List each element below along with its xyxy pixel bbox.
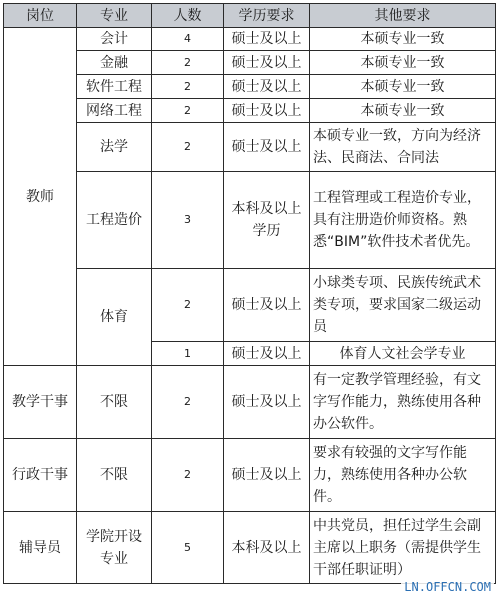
- recruitment-table: [3, 3, 496, 584]
- table-row: [4, 439, 496, 512]
- table-row: [4, 172, 496, 269]
- other-cell: 本硕专业一致: [310, 28, 496, 51]
- major-cell: 不限: [77, 439, 152, 512]
- other-cell: 有一定教学管理经验，有文字写作能力，熟练使用各种办公软件。: [310, 366, 496, 439]
- count-cell: 1: [152, 342, 224, 366]
- other-cell: 体育人文社会学专业: [310, 342, 496, 366]
- degree-cell: 硕士及以上: [224, 366, 310, 439]
- table-row: [4, 512, 496, 584]
- count-cell: 5: [152, 512, 224, 584]
- header-degree: 学历要求: [224, 4, 310, 28]
- degree-cell: 硕士及以上: [224, 99, 310, 123]
- other-cell: 小球类专项、民族传统武术类专项，要求国家二级运动员: [310, 269, 496, 342]
- major-cell: 网络工程: [77, 99, 152, 123]
- recruitment-table-wrapper: [3, 3, 496, 584]
- other-cell: 本硕专业一致: [310, 75, 496, 99]
- other-cell: 本硕专业一致: [310, 99, 496, 123]
- major-cell: 会计: [77, 28, 152, 51]
- count-cell: 2: [152, 366, 224, 439]
- degree-cell: 硕士及以上: [224, 51, 310, 75]
- degree-cell: 硕士及以上: [224, 269, 310, 342]
- major-cell: 法学: [77, 123, 152, 172]
- degree-cell: 硕士及以上: [224, 342, 310, 366]
- count-cell: 2: [152, 123, 224, 172]
- header-other: 其他要求: [310, 4, 496, 28]
- major-cell: 不限: [77, 366, 152, 439]
- count-cell: 2: [152, 439, 224, 512]
- degree-cell: 硕士及以上: [224, 123, 310, 172]
- degree-cell: 硕士及以上: [224, 28, 310, 51]
- count-cell: 2: [152, 51, 224, 75]
- count-cell: 2: [152, 99, 224, 123]
- table-row: [4, 28, 496, 51]
- degree-cell: 本科及以上: [224, 512, 310, 584]
- major-cell: 软件工程: [77, 75, 152, 99]
- count-cell: 3: [152, 172, 224, 269]
- table-row: [4, 99, 496, 123]
- position-teacher: 教师: [4, 28, 77, 366]
- table-row: [4, 123, 496, 172]
- position-teaching-officer: 教学干事: [4, 366, 77, 439]
- major-cell: 金融: [77, 51, 152, 75]
- table-row: [4, 269, 496, 342]
- table-row: [4, 75, 496, 99]
- count-cell: 2: [152, 269, 224, 342]
- header-position: 岗位: [4, 4, 77, 28]
- other-cell: 本硕专业一致: [310, 51, 496, 75]
- position-admin-officer: 行政干事: [4, 439, 77, 512]
- table-row: [4, 366, 496, 439]
- degree-cell: 硕士及以上: [224, 439, 310, 512]
- header-row: [4, 4, 496, 28]
- major-cell: 学院开设专业: [77, 512, 152, 584]
- header-major: 专业: [77, 4, 152, 28]
- major-cell: 体育: [77, 269, 152, 366]
- position-counselor: 辅导员: [4, 512, 77, 584]
- other-cell: 中共党员，担任过学生会副主席以上职务（需提供学生干部任职证明）: [310, 512, 496, 584]
- other-cell: 工程管理或工程造价专业，具有注册造价师资格。熟悉“BIM”软件技术者优先。: [310, 172, 496, 269]
- header-count: 人数: [152, 4, 224, 28]
- table-row: [4, 51, 496, 75]
- other-cell: 本硕专业一致，方向为经济法、民商法、合同法: [310, 123, 496, 172]
- site-watermark: LN.OFFCN.COM: [401, 580, 494, 594]
- count-cell: 4: [152, 28, 224, 51]
- degree-cell: 硕士及以上: [224, 75, 310, 99]
- count-cell: 2: [152, 75, 224, 99]
- degree-cell: 本科及以上学历: [224, 172, 310, 269]
- other-cell: 要求有较强的文字写作能力，熟练使用各种办公软件。: [310, 439, 496, 512]
- major-cell: 工程造价: [77, 172, 152, 269]
